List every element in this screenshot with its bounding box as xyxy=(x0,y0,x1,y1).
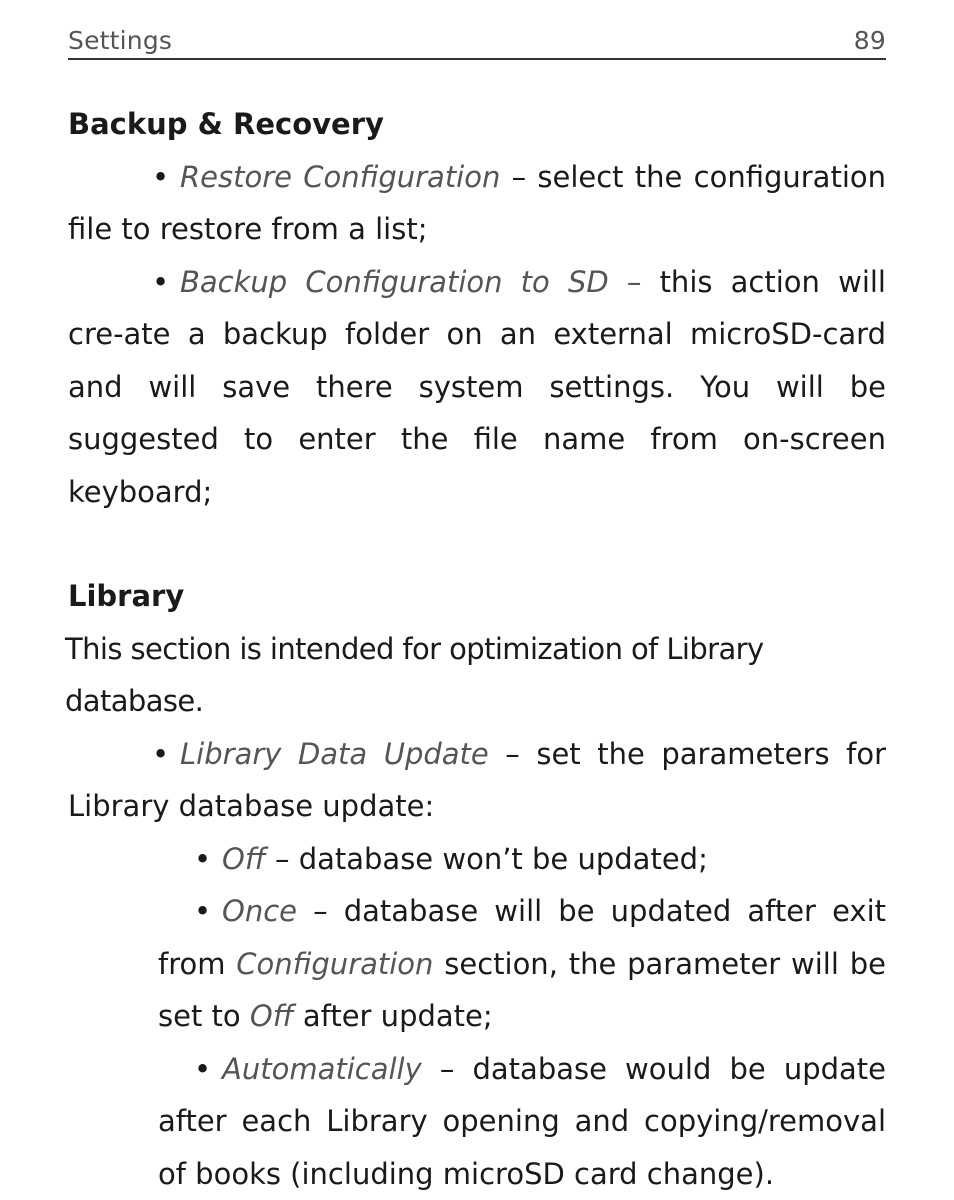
bullet-icon: • xyxy=(152,256,180,309)
restore-configuration-item xyxy=(68,151,886,256)
bullet-icon: • xyxy=(152,728,180,781)
once-text-3: after update; xyxy=(294,999,493,1033)
header-page-number: 89 xyxy=(854,26,886,55)
header-section-name: Settings xyxy=(68,26,172,55)
restore-configuration-term: Restore Configuration xyxy=(180,160,500,194)
library-intro: This section is intended for optimization of Library database. xyxy=(65,623,891,728)
automatically-item xyxy=(158,1043,886,1200)
off-item xyxy=(158,833,886,886)
backup-configuration-item xyxy=(68,256,886,519)
bullet-icon: • xyxy=(194,1043,222,1096)
once-text-2: section, the parameter will be set to xyxy=(158,947,886,1034)
backup-recovery-heading: Backup & Recovery xyxy=(68,98,886,151)
once-item xyxy=(158,885,886,1043)
bullet-icon: • xyxy=(194,885,222,938)
off-term-inline: Off xyxy=(250,999,294,1033)
off-text: – database won’t be updated; xyxy=(266,842,708,876)
restore-configuration-text: – select the configuration file to restore from a list; xyxy=(68,160,886,247)
backup-configuration-text: this action will cre-ate a backup folder on an external microSD-card and will save there system settings. You will be suggested to enter the file name from on-screen keyboard; xyxy=(68,265,886,509)
manual-page xyxy=(68,0,886,1185)
library-data-update-text: – set the parameters for Library database update: xyxy=(68,737,886,824)
off-term: Off xyxy=(222,842,266,876)
bullet-icon: • xyxy=(194,833,222,886)
section-gap xyxy=(68,518,886,570)
page-content xyxy=(68,98,886,1200)
automatically-term: Automatically xyxy=(222,1052,422,1086)
library-data-update-item xyxy=(68,728,886,833)
backup-configuration-term: Backup Configuration to SD – xyxy=(180,265,641,299)
library-data-update-term: Library Data Update xyxy=(180,737,489,771)
once-term: Once xyxy=(222,894,297,928)
running-header xyxy=(68,20,886,60)
library-heading: Library xyxy=(68,570,886,623)
bullet-icon: • xyxy=(152,151,180,204)
once-text: – database will be updated after exit from xyxy=(158,894,886,981)
configuration-term: Configuration xyxy=(236,947,433,981)
automatically-text: – database would be update after each Library opening and copying/removal of books (including microSD card change). xyxy=(158,1052,886,1191)
